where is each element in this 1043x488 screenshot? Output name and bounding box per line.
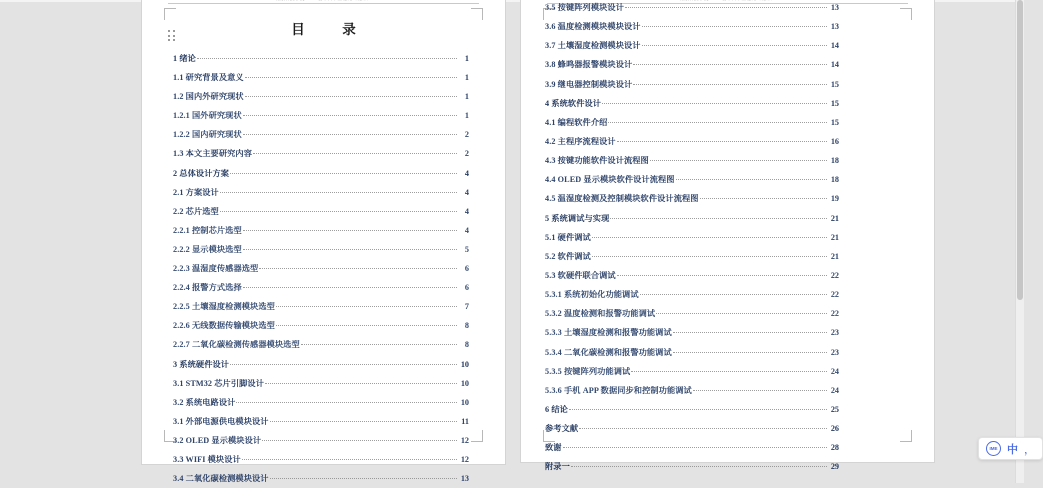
toc-entry-page-number: 14 (830, 60, 839, 70)
toc-leader-dots (617, 274, 827, 276)
toc-leader-dots (265, 382, 457, 384)
toc-entry-page-number: 24 (830, 366, 839, 376)
toc-leader-dots (276, 305, 457, 307)
toc-leader-dots (579, 427, 827, 429)
toc-entry[interactable] (545, 36, 839, 55)
toc-entry-label: 4.3 按键功能软件设计流程图 (545, 156, 649, 166)
toc-entry-label: 2.2.2 显示模块选型 (173, 244, 242, 254)
toc-entry-page-number: 10 (460, 397, 469, 407)
toc-entry-label: 1.1 研究背景及意义 (173, 73, 244, 83)
toc-entry-page-number: 29 (830, 462, 839, 472)
toc-entry-page-number: 4 (464, 225, 469, 235)
toc-entry-label: 2.2.1 控制芯片选型 (173, 225, 242, 235)
toc-entry-label: 4.5 温湿度检测及控制模块软件设计流程图 (545, 194, 699, 204)
toc-entry-label: 3.8 蜂鸣器报警模块设计 (545, 60, 633, 70)
toc-entry-page-number: 21 (830, 251, 839, 261)
toc-entry-page-number: 13 (830, 22, 839, 32)
right-gutter (934, 0, 1024, 483)
header-rule-left (168, 3, 479, 4)
toc-leader-dots (270, 420, 457, 422)
toc-entry[interactable] (173, 259, 469, 278)
toc-entry-label: 2.2.7 二氧化碳检测传感器模块选型 (173, 340, 300, 350)
toc-entry[interactable] (173, 202, 469, 221)
toc-entry-page-number: 23 (830, 328, 839, 338)
toc-leader-dots (220, 191, 457, 193)
toc-entry-page-number: 15 (830, 79, 839, 89)
toc-entry-label: 2.2.5 土壤湿度检测模块选型 (173, 302, 275, 312)
toc-entry-page-number: 15 (830, 98, 839, 108)
toc-leader-dots (673, 331, 827, 333)
toc-entry[interactable] (545, 343, 839, 362)
toc-entry-page-number: 12 (460, 454, 469, 464)
toc-entry-label: 3.7 土壤湿度检测模块设计 (545, 41, 641, 51)
toc-leader-dots (602, 102, 827, 104)
toc-entry-page-number: 7 (464, 302, 469, 312)
drag-handle-icon[interactable] (168, 30, 176, 42)
toc-entry[interactable] (545, 132, 839, 151)
toc-entry-label: 2.2.4 报警方式选择 (173, 283, 242, 293)
toc-leader-dots (656, 312, 827, 314)
toc-leader-dots (610, 217, 827, 219)
toc-entry[interactable] (545, 304, 839, 323)
toc-entry-label: 6 结论 (545, 404, 568, 414)
toc-leader-dots (563, 446, 827, 448)
toc-entry[interactable] (545, 228, 839, 247)
toc-entry-label: 4 系统软件设计 (545, 98, 602, 108)
toc-entry-label: 3.5 按键阵列模块设计 (545, 3, 624, 12)
toc-entry[interactable] (545, 457, 839, 476)
toc-entry[interactable] (173, 393, 469, 412)
toc-leader-dots (633, 83, 827, 85)
toc-leader-dots (197, 57, 457, 59)
toc-entry[interactable] (173, 412, 469, 431)
toc-entry-page-number: 6 (464, 264, 469, 274)
toc-entry[interactable] (545, 323, 839, 342)
toc-entry-page-number: 4 (464, 187, 469, 197)
toc-entry[interactable] (545, 419, 839, 438)
toc-entry-label: 2.1 方案设计 (173, 187, 219, 197)
toc-leader-dots (301, 343, 457, 345)
toc-leader-dots (569, 408, 827, 410)
toc-leader-dots (243, 286, 457, 288)
toc-leader-dots (236, 401, 457, 403)
toc-entry[interactable] (173, 450, 469, 469)
toc-entry-page-number: 10 (460, 359, 469, 369)
toc-entry-label: 5.3.6 手机 APP 数据同步和控制功能调试 (545, 385, 692, 395)
toc-leader-dots (608, 121, 827, 123)
toc-entry[interactable] (545, 75, 839, 94)
toc-entry-label: 5.2 软件调试 (545, 251, 591, 261)
toc-entry[interactable] (173, 125, 469, 144)
toc-entry[interactable] (545, 151, 839, 170)
toc-entry[interactable] (173, 221, 469, 240)
toc-entry-label: 2.2.6 无线数据传输模块选型 (173, 321, 275, 331)
toc-entry-page-number: 15 (830, 117, 839, 127)
toc-leader-dots (220, 210, 457, 212)
toc-leader-dots (243, 133, 457, 135)
toc-entry-page-number: 1 (464, 92, 469, 102)
toc-entry-label: 3.2 系统电路设计 (173, 397, 236, 407)
toc-entry[interactable] (545, 189, 839, 208)
toc-entry-label: 3.4 二氧化碳检测模块设计 (173, 474, 269, 484)
toc-entry-page-number: 5 (464, 244, 469, 254)
toc-entry-page-number: 13 (830, 3, 839, 12)
toc-entry-label: 2.2 芯片选型 (173, 206, 219, 216)
toc-entry[interactable] (173, 431, 469, 450)
toc-entry-page-number: 23 (830, 347, 839, 357)
toc-entry-label: 5.3.2 温度检测和报警功能调试 (545, 309, 656, 319)
toc-leader-dots (625, 6, 827, 8)
scrollbar-thumb[interactable] (1017, 0, 1023, 300)
margin-mark-top-right (471, 8, 483, 20)
toc-entry[interactable] (545, 0, 839, 17)
toc-entry-page-number: 16 (830, 136, 839, 146)
toc-entry-page-number: 10 (460, 378, 469, 388)
toc-entry[interactable] (545, 113, 839, 132)
toc-entry-label: 1.2.1 国外研究现状 (173, 111, 242, 121)
toc-entry-page-number: 1 (464, 73, 469, 83)
document-page-left[interactable] (142, 0, 505, 484)
toc-leader-dots (262, 439, 457, 441)
toc-entry-page-number: 28 (830, 443, 839, 453)
toc-entry-page-number: 19 (830, 194, 839, 204)
toc-leader-dots (633, 63, 827, 65)
toc-entry-page-number: 13 (460, 474, 469, 484)
toc-entry-label: 1.3 本文主要研究内容 (173, 149, 252, 159)
toc-entry[interactable] (545, 438, 839, 457)
toc-entry-label: 5.3 软硬件联合调试 (545, 270, 616, 280)
toc-leader-dots (642, 44, 827, 46)
toc-entry[interactable] (173, 469, 469, 488)
toc-leader-dots (243, 114, 457, 116)
toc-leader-dots (253, 152, 457, 154)
toc-entry-label: 4.2 主程序流程设计 (545, 136, 616, 146)
page-gap (505, 0, 521, 483)
toc-entry[interactable] (545, 55, 839, 74)
toc-entry[interactable] (173, 183, 469, 202)
toc-entry[interactable] (545, 400, 839, 419)
toc-leader-dots (276, 324, 457, 326)
toc-entry-label: 4.1 编程软件介绍 (545, 117, 608, 127)
toc-leader-dots (700, 197, 827, 199)
toc-leader-dots (592, 236, 827, 238)
toc-entry-page-number: 2 (464, 130, 469, 140)
toc-entry[interactable] (545, 285, 839, 304)
margin-mark-top-left (164, 8, 176, 20)
toc-entry[interactable] (545, 17, 839, 36)
ime-logo-icon[interactable]: IME (986, 441, 1001, 456)
toc-entry-label: 3.9 继电器控制模块设计 (545, 79, 633, 89)
document-page-right[interactable] (521, 0, 934, 472)
toc-heading: 目 录 (291, 22, 368, 37)
toc-entry-page-number: 8 (464, 340, 469, 350)
toc-entry-label: 3.1 外部电源供电模块设计 (173, 416, 269, 426)
toc-entry-label: 致谢 (545, 443, 562, 453)
toc-entry-page-number: 4 (464, 206, 469, 216)
toc-entry-label: 2.2.3 温湿度传感器选型 (173, 264, 259, 274)
toc-entry-label: 1.2.2 国内研究现状 (173, 130, 242, 140)
toc-entry[interactable] (173, 106, 469, 125)
toc-entry[interactable] (173, 144, 469, 163)
toc-entry-label: 5.3.3 土壤湿度检测和报警功能调试 (545, 328, 672, 338)
toc-entry[interactable] (545, 381, 839, 400)
vertical-scrollbar[interactable] (1015, 0, 1024, 483)
toc-entry-label: 3.2 OLED 显示模块设计 (173, 435, 262, 445)
toc-entry-page-number: 11 (461, 416, 469, 426)
toc-list-left[interactable] (173, 49, 469, 488)
toc-entry-label: 3.3 WIFI 模块设计 (173, 454, 241, 464)
toc-entry-page-number: 21 (830, 232, 839, 242)
running-header-left (142, 0, 505, 2)
toc-leader-dots (631, 370, 827, 372)
toc-entry[interactable] (173, 316, 469, 335)
toc-leader-dots (650, 159, 827, 161)
toc-entry-label: 参考文献 (545, 424, 579, 434)
toc-list-right[interactable] (545, 0, 839, 477)
toc-entry-label: 1.2 国内外研究现状 (173, 92, 244, 102)
toc-leader-dots (617, 140, 827, 142)
toc-leader-dots (242, 458, 457, 460)
toc-entry-label: 5.3.1 系统初始化功能调试 (545, 290, 639, 300)
toc-entry-label: 5.1 硬件调试 (545, 232, 591, 242)
toc-leader-dots (642, 25, 827, 27)
toc-leader-dots (243, 229, 457, 231)
toc-entry-label: 5.3.4 二氧化碳检测和报警功能调试 (545, 347, 672, 357)
toc-entry[interactable] (173, 240, 469, 259)
margin-mark-bottom-right (900, 430, 912, 442)
toc-entry-page-number: 18 (830, 156, 839, 166)
margin-mark-top-right (900, 8, 912, 20)
toc-entry-page-number: 22 (830, 270, 839, 280)
toc-leader-dots (571, 465, 827, 467)
toc-entry[interactable] (173, 278, 469, 297)
toc-leader-dots (245, 95, 457, 97)
toc-entry-page-number: 12 (460, 435, 469, 445)
toc-entry-page-number: 14 (830, 41, 839, 51)
toc-entry[interactable] (173, 68, 469, 87)
ime-floating-toolbar[interactable] (978, 437, 1043, 460)
toc-leader-dots (243, 248, 457, 250)
toc-entry-page-number: 24 (830, 385, 839, 395)
toc-entry-page-number: 26 (830, 424, 839, 434)
toc-entry-label: 4.4 OLED 显示模块软件设计流程图 (545, 175, 675, 185)
toc-entry-label: 附录一 (545, 462, 570, 472)
toc-entry-page-number: 4 (464, 168, 469, 178)
ime-punctuation-toggle[interactable]: ， (1024, 443, 1035, 456)
toc-entry-page-number: 1 (464, 111, 469, 121)
toc-entry-page-number: 21 (830, 213, 839, 223)
toc-entry-page-number: 22 (830, 309, 839, 319)
toc-entry[interactable] (173, 374, 469, 393)
toc-entry[interactable] (173, 297, 469, 316)
toc-entry-page-number: 22 (830, 290, 839, 300)
toc-leader-dots (676, 178, 827, 180)
toc-entry[interactable] (173, 335, 469, 354)
toc-leader-dots (259, 267, 457, 269)
toc-entry-page-number: 25 (830, 404, 839, 414)
toc-entry[interactable] (173, 355, 469, 374)
toc-entry[interactable] (545, 266, 839, 285)
toc-entry-page-number: 6 (464, 283, 469, 293)
toc-entry-page-number: 1 (464, 54, 469, 63)
toc-leader-dots (673, 351, 827, 353)
toc-leader-dots (230, 363, 457, 365)
toc-leader-dots (640, 293, 827, 295)
toc-entry-page-number: 2 (464, 149, 469, 159)
left-gutter (0, 0, 142, 483)
toc-entry[interactable] (545, 170, 839, 189)
toc-entry-label: 5 系统调试与实现 (545, 213, 610, 223)
toc-entry[interactable] (545, 362, 839, 381)
toc-entry-page-number: 8 (464, 321, 469, 331)
toc-entry-label: 5.3.5 按键阵列功能调试 (545, 366, 631, 376)
toc-entry[interactable] (173, 49, 469, 68)
toc-entry-page-number: 18 (830, 175, 839, 185)
toc-entry[interactable] (545, 94, 839, 113)
toc-leader-dots (230, 172, 457, 174)
toc-entry-label: 3.1 STM32 芯片引脚设计 (173, 378, 264, 388)
toc-entry-label: 3 系统硬件设计 (173, 359, 230, 369)
toc-leader-dots (693, 389, 827, 391)
toc-entry-label: 3.6 温度检测模块模块设计 (545, 22, 641, 32)
margin-mark-bottom-right (471, 430, 483, 442)
ime-language-toggle[interactable]: 中 (1007, 443, 1018, 456)
toc-entry[interactable] (545, 247, 839, 266)
toc-leader-dots (245, 76, 457, 78)
toc-entry[interactable] (545, 209, 839, 228)
toc-leader-dots (270, 477, 457, 479)
toc-leader-dots (592, 255, 827, 257)
toc-entry[interactable] (173, 87, 469, 106)
toc-entry-label: 2 总体设计方案 (173, 168, 230, 178)
toc-entry[interactable] (173, 164, 469, 183)
toc-entry-label: 1 绪论 (173, 54, 196, 63)
